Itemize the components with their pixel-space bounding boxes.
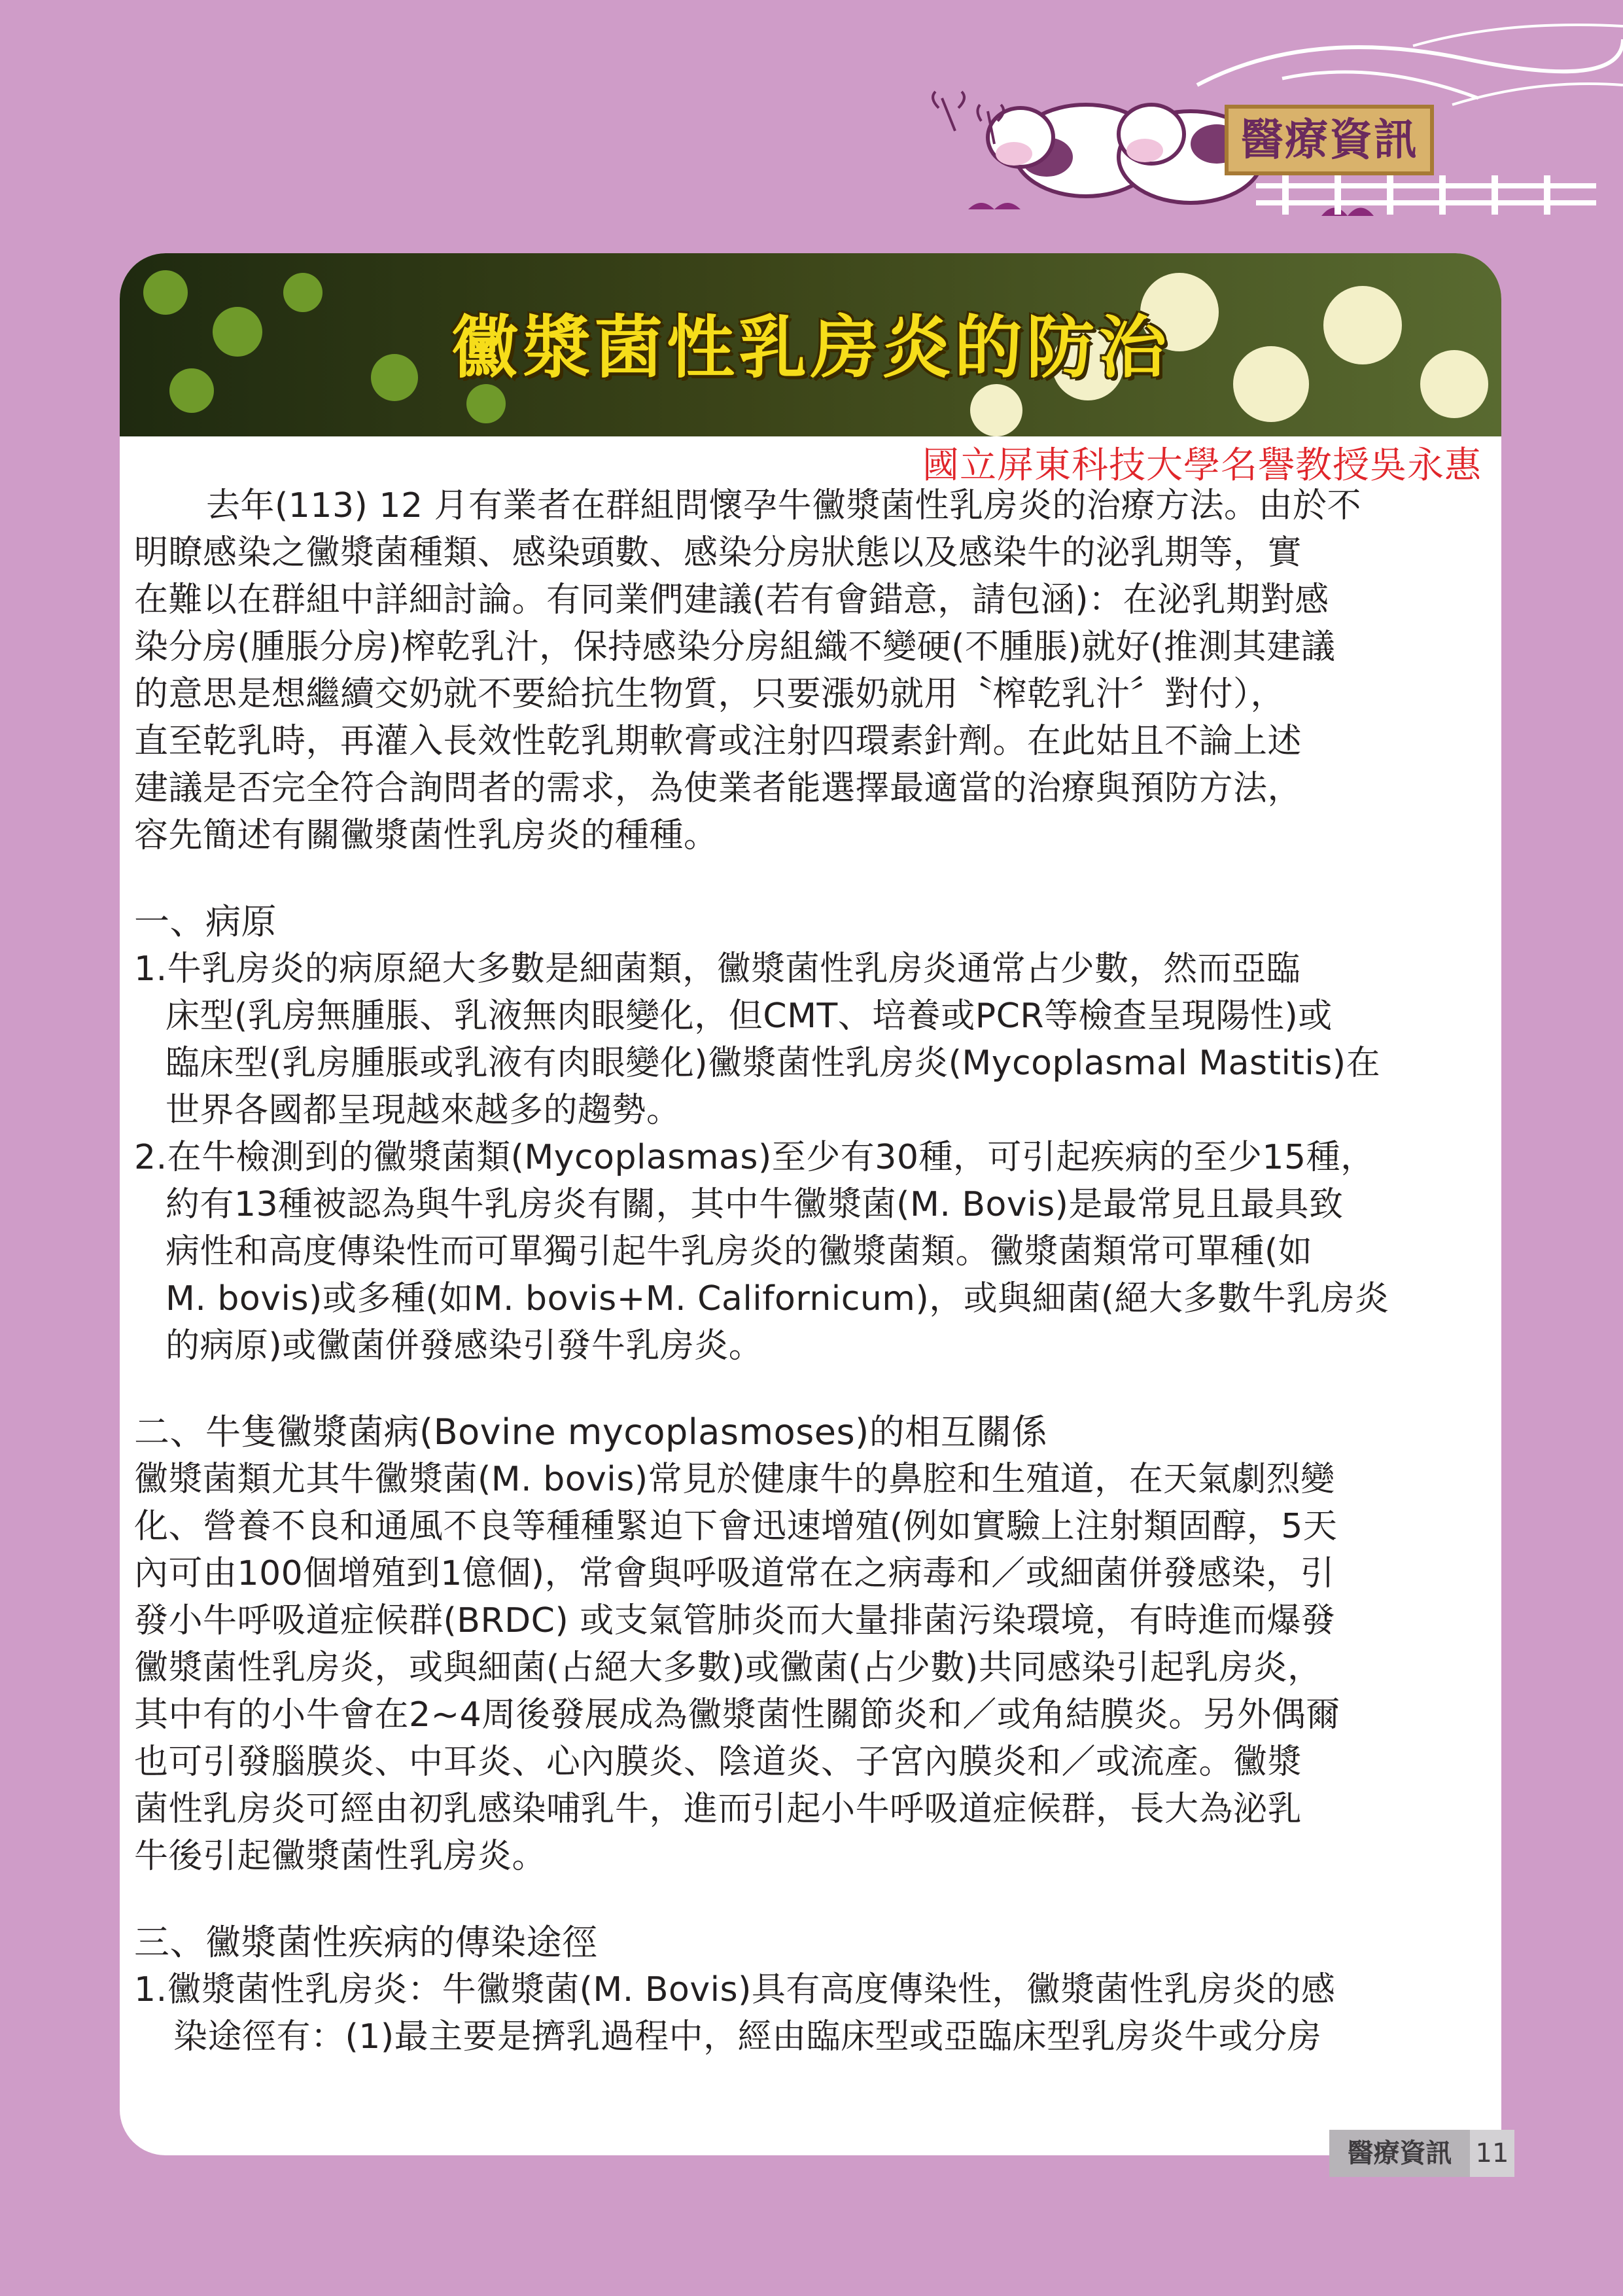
list-item-line: 染途徑有：(1)最主要是擠乳過程中，經由臨床型或亞臨床型乳房炎牛或分房 bbox=[173, 2017, 1322, 2057]
article-card bbox=[120, 253, 1501, 2155]
paragraph-line: 去年(113) 12 月有業者在群組問懷孕牛黴漿菌性乳房炎的治療方法。由於不 bbox=[206, 486, 1362, 525]
article-author: 國立屏東科技大學名譽教授吳永惠 bbox=[922, 444, 1482, 487]
paragraph-line: 內可由100個增殖到1億個)，常會與呼吸道常在之病毒和／或細菌併發感染，引 bbox=[134, 1554, 1335, 1593]
paragraph-line: 黴漿菌類尤其牛黴漿菌(M. bovis)常見於健康牛的鼻腔和生殖道，在天氣劇烈變 bbox=[134, 1460, 1335, 1499]
paragraph-line: 黴漿菌性乳房炎，或與細菌(占絕大多數)或黴菌(占少數)共同感染引起乳房炎， bbox=[134, 1648, 1322, 1687]
list-item-line: 2.在牛檢測到的黴漿菌類(Mycoplasmas)至少有30種，可引起疾病的至少15種， bbox=[134, 1138, 1375, 1177]
paragraph-line: 直至乾乳時，再灌入長效性乾乳期軟膏或注射四環素針劑。在此姑且不論上述 bbox=[134, 722, 1302, 761]
section-tag: 醫療資訊 bbox=[1225, 105, 1434, 175]
paragraph-line: 建議是否完全符合詢問者的需求，為使業者能選擇最適當的治療與預防方法， bbox=[134, 769, 1302, 808]
paragraph-line: 容先簡述有關黴漿菌性乳房炎的種種。 bbox=[134, 816, 718, 855]
list-item-line: 約有13種被認為與牛乳房炎有關，其中牛黴漿菌(M. Bovis)是最常見且最具致 bbox=[166, 1185, 1344, 1224]
paragraph-line: 也可引發腦膜炎、中耳炎、心內膜炎、陰道炎、子宮內膜炎和／或流產。黴漿 bbox=[134, 1742, 1302, 1782]
paragraph-line: 其中有的小牛會在2~4周後發展成為黴漿菌性關節炎和／或角結膜炎。另外偶爾 bbox=[134, 1695, 1340, 1735]
list-item-line: 世界各國都呈現越來越多的趨勢。 bbox=[166, 1091, 681, 1130]
paragraph-line: 菌性乳房炎可經由初乳感染哺乳牛，進而引起小牛呼吸道症候群，長大為泌乳 bbox=[134, 1790, 1302, 1829]
paragraph-line: 染分房(腫脹分房)榨乾乳汁，保持感染分房組織不變硬(不腫脹)就好(推測其建議 bbox=[134, 627, 1336, 667]
paragraph-line: 牛後引起黴漿菌性乳房炎。 bbox=[134, 1837, 547, 1876]
list-item-line: 臨床型(乳房腫脹或乳液有肉眼變化)黴漿菌性乳房炎(Mycoplasmal Mastitis)在 bbox=[166, 1044, 1381, 1083]
list-item-line: 1.黴漿菌性乳房炎：牛黴漿菌(M. Bovis)具有高度傳染性，黴漿菌性乳房炎的感 bbox=[134, 1970, 1336, 2009]
dragonfly-icon bbox=[933, 92, 1003, 144]
list-item-line: 的病原)或黴菌併發感染引發牛乳房炎。 bbox=[166, 1326, 763, 1366]
paragraph-line: 的意思是想繼續交奶就不要給抗生物質，只要漲奶就用〝榨乾乳汁〞對付）， bbox=[134, 675, 1285, 714]
list-item-line: 病性和高度傳染性而可單獨引起牛乳房炎的黴漿菌類。黴漿菌類常可單種(如 bbox=[166, 1232, 1313, 1271]
section-heading: 一、病原 bbox=[134, 901, 277, 942]
paragraph-line: 明瞭感染之黴漿菌種類、感染頭數、感染分房狀態以及感染牛的泌乳期等，實 bbox=[134, 533, 1302, 573]
cow-illustration bbox=[988, 105, 1263, 203]
paragraph-line: 發小牛呼吸道症候群(BRDC) 或支氣管肺炎而大量排菌污染環境，有時進而爆發 bbox=[134, 1601, 1336, 1640]
section-heading: 二、牛隻黴漿菌病(Bovine mycoplasmoses)的相互關係 bbox=[134, 1411, 1048, 1453]
list-item-line: M. bovis)或多種(如M. bovis+M. Californicum)，或與細菌(絕大多數牛乳房炎 bbox=[166, 1279, 1389, 1318]
page-number: 11 bbox=[1470, 2130, 1514, 2177]
article-body bbox=[134, 482, 1498, 2060]
paragraph-line: 化、營養不良和通風不良等種種緊迫下會迅速增殖(例如實驗上注射類固醇，5天 bbox=[134, 1507, 1338, 1546]
list-item-line: 1.牛乳房炎的病原絕大多數是細菌類，黴漿菌性乳房炎通常占少數，然而亞臨 bbox=[134, 949, 1301, 989]
footer-section-label: 醫療資訊 bbox=[1329, 2130, 1470, 2177]
list-item-line: 床型(乳房無腫脹、乳液無肉眼變化，但CMT、培養或PCR等檢查呈現陽性)或 bbox=[166, 997, 1333, 1036]
fence-illustration bbox=[1256, 175, 1596, 215]
article-title: 黴漿菌性乳房炎的防治 bbox=[450, 308, 1170, 387]
section-heading: 三、黴漿菌性疾病的傳染途徑 bbox=[134, 1922, 598, 1963]
paragraph-line: 在難以在群組中詳細討論。有同業們建議(若有會錯意，請包涵)：在泌乳期對感 bbox=[134, 580, 1329, 620]
